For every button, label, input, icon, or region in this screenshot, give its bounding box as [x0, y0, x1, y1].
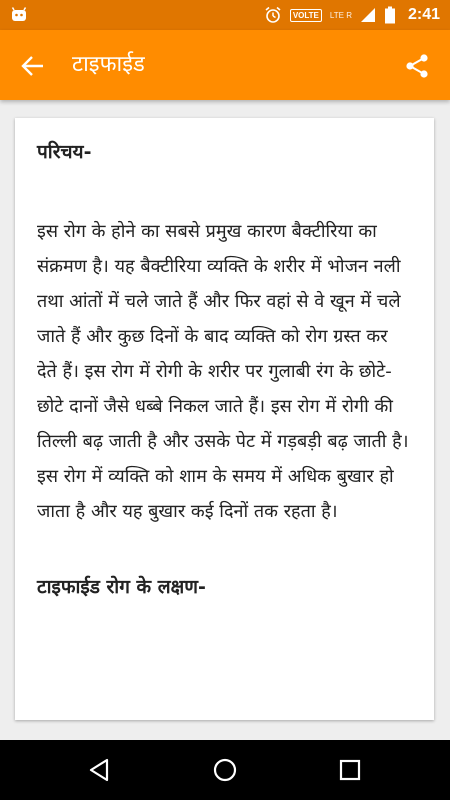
article-card[interactable] — [15, 118, 434, 720]
navigation-bar — [0, 740, 450, 800]
share-icon[interactable] — [402, 51, 432, 81]
android-icon — [10, 6, 28, 24]
article-paragraph: इस रोग के होने का सबसे प्रमुख कारण बैक्टीरिया का संक्रमण है। यह बैक्टीरिया व्यक्ति के शरीर में भोजन नली तथा आंतों में चले जाते हैं और फिर वहां से वे खून में चले जाते हैं और कुछ दिनों के बाद व्यक्ति को रोग ग्रस्त कर देते हैं। इस रोग में रोगी के शरीर पर गुलाबी रंग के छोटे-छोटे दानों जैसे धब्बे निकल जाते हैं। इस रोग में रोगी की तिल्ली बढ़ जाती है और उसके पेट में गड़बड़ी बढ़ जाती है। इस रोग में व्यक्ति को शाम के समय में अधिक बुखार हो जाता है और यह बुखार कई दिनों तक रहता है। — [37, 221, 409, 522]
nav-recents-icon[interactable] — [335, 755, 365, 785]
clock: 2:41 — [407, 6, 440, 23]
next-section-heading: टाइफाईड रोग के लक्षण- — [37, 576, 206, 598]
status-bar — [0, 0, 450, 30]
back-arrow-icon[interactable] — [18, 51, 48, 81]
nav-back-icon[interactable] — [85, 755, 115, 785]
nav-home-icon[interactable] — [210, 755, 240, 785]
volte-badge: VOLTE — [290, 9, 322, 22]
app-bar — [0, 30, 450, 100]
section-heading: परिचय- — [37, 141, 92, 163]
battery-icon — [384, 6, 396, 24]
alarm-icon — [264, 6, 282, 24]
network-type: LTE R — [329, 10, 352, 20]
signal-icon — [360, 7, 376, 23]
page-title: टाइफाईड — [72, 52, 145, 77]
